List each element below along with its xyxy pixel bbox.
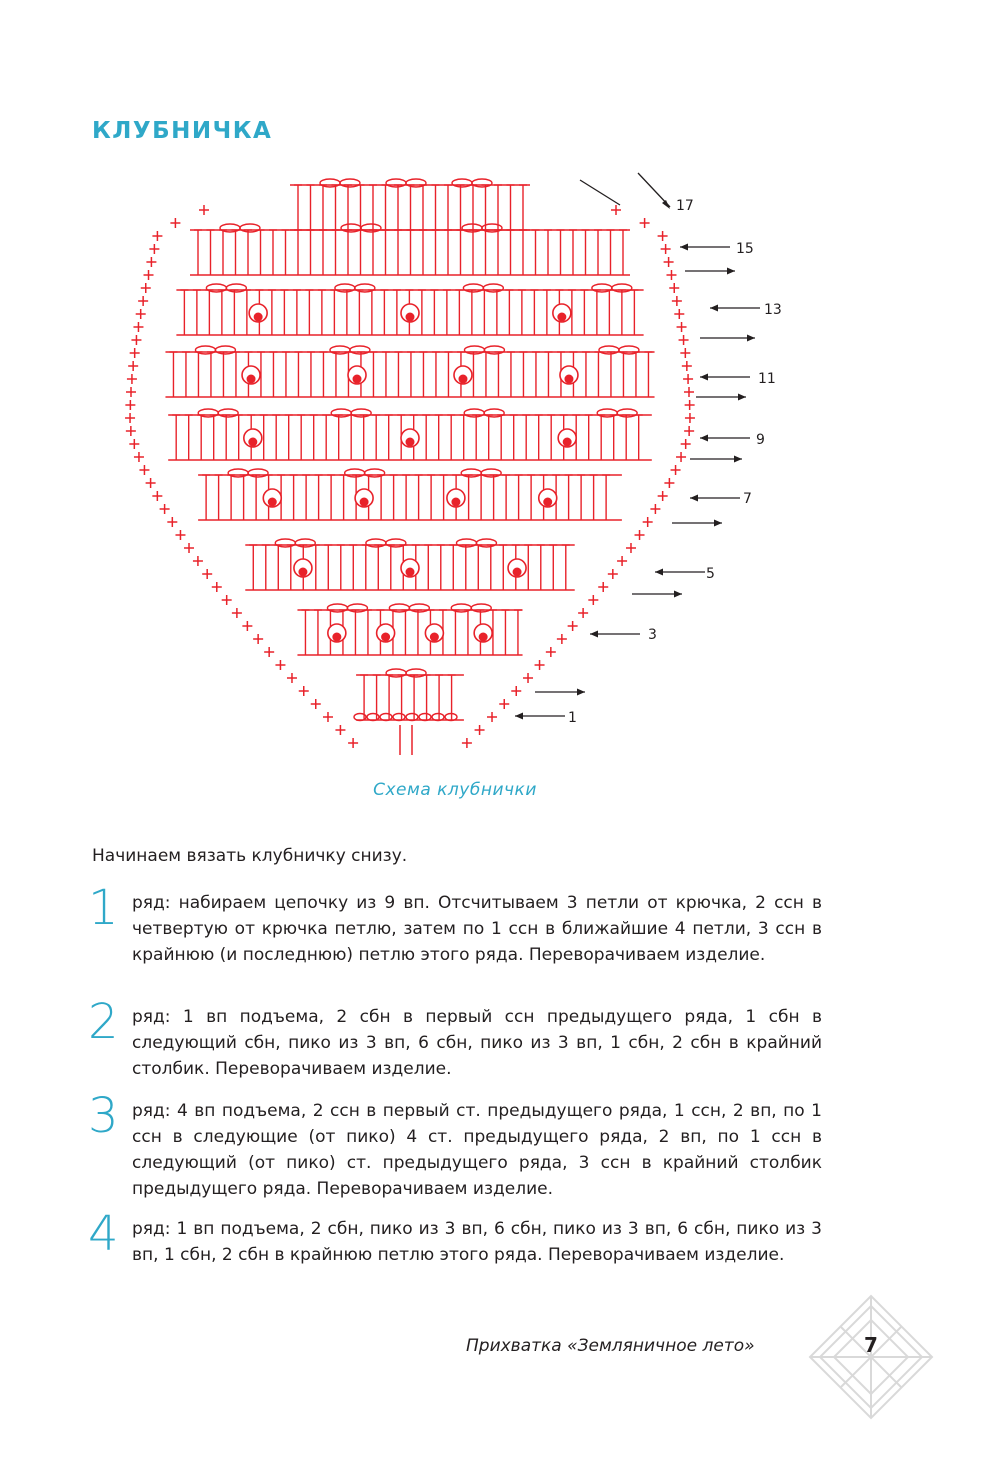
step-number: 3 <box>88 1088 119 1144</box>
row-number-label: 11 <box>758 371 776 387</box>
arrow-head <box>590 631 598 638</box>
lace-ornament-icon <box>806 1292 936 1422</box>
step-text: ряд: 1 вп подъема, 2 сбн в первый ссн предыдущего ряда, 1 сбн в следующий сбн, пико из 3 вп, 6 сбн, пико из 3 вп, 1 сбн, 2 сбн в крайний столбик. Переворачиваем изделие. <box>132 1007 822 1079</box>
bobble-center <box>479 633 488 642</box>
picot <box>386 179 406 187</box>
picot <box>320 179 340 187</box>
step-number: 1 <box>88 880 119 936</box>
arrow-head <box>710 305 718 312</box>
row-number-label: 1 <box>568 710 577 726</box>
arrow-head <box>515 713 523 720</box>
step-number: 2 <box>88 994 119 1050</box>
page-title: КЛУБНИЧКА <box>92 118 273 144</box>
book-title: Прихватка «Земляничное лето» <box>466 1336 755 1356</box>
bobble-center <box>458 375 467 384</box>
row-number-label: 5 <box>706 566 715 582</box>
picot <box>406 179 426 187</box>
picot <box>462 224 482 232</box>
step-text: ряд: 4 вп подъема, 2 ссн в первый ст. предыдущего ряда, 1 ссн, 2 вп, по 1 ссн в следующие (от пико) 4 ст. предыдущего ряда, 2 вп, по 1 ссн в следующий (от пико) ст. предыдущего ряда, 3 ссн в крайний столбик предыдущего ряда. Переворачиваем изделие. <box>132 1101 822 1199</box>
bobble-center <box>543 498 552 507</box>
bobble-center <box>563 438 572 447</box>
bobble-center <box>406 313 415 322</box>
arrow-head <box>577 689 585 696</box>
arrow-head <box>690 495 698 502</box>
arrow-head <box>700 374 708 381</box>
arrow-head <box>714 520 722 527</box>
row-number-label: 9 <box>756 432 765 448</box>
row-number-label: 13 <box>764 302 782 318</box>
picot <box>240 224 260 232</box>
bobble-center <box>557 313 566 322</box>
row-number-label: 3 <box>648 627 657 643</box>
step-3 <box>88 1088 822 1202</box>
arrow-head <box>674 591 682 598</box>
bobble-center <box>406 438 415 447</box>
row-arrows <box>515 173 782 726</box>
step-number: 4 <box>88 1206 119 1262</box>
intro-text: Начинаем вязать клубничку снизу. <box>92 846 408 866</box>
bobble-center <box>451 498 460 507</box>
bobble-center <box>353 375 362 384</box>
diagram-symbols <box>125 179 695 755</box>
bobble-center <box>248 438 257 447</box>
bobble-center <box>298 568 307 577</box>
step-4 <box>88 1206 822 1268</box>
picot <box>340 179 360 187</box>
bobble-center <box>406 568 415 577</box>
step-text: ряд: 1 вп подъема, 2 сбн, пико из 3 вп, 6 сбн, пико из 3 вп, 6 сбн, пико из 3 вп, 1 сбн, 2 сбн в крайнюю петлю этого ряда. Переворачиваем изделие. <box>132 1219 822 1265</box>
bobble-center <box>430 633 439 642</box>
bobble-center <box>247 375 256 384</box>
bobble-center <box>332 633 341 642</box>
crochet-diagram <box>100 165 800 765</box>
row-number-label: 17 <box>676 198 694 214</box>
picot <box>452 179 472 187</box>
arrow-head <box>700 435 708 442</box>
arrow-head <box>747 335 755 342</box>
step-1 <box>88 880 822 968</box>
step-text: ряд: набираем цепочку из 9 вп. Отсчитываем 3 петли от крючка, 2 ссн в четвертую от крючка петлю, затем по 1 ссн в ближайшие 4 петли, 3 ссн в крайнюю (и последнюю) петлю этого ряда. Переворачиваем изделие. <box>132 893 822 965</box>
arrow-head <box>727 268 735 275</box>
arrow-head <box>680 244 688 251</box>
bobble-center <box>564 375 573 384</box>
diagram-caption: Схема клубнички <box>373 780 537 800</box>
bobble-center <box>360 498 369 507</box>
row-number-label: 15 <box>736 241 754 257</box>
picot <box>472 179 492 187</box>
arrow-head <box>738 394 746 401</box>
picot <box>220 224 240 232</box>
picot <box>361 224 381 232</box>
row-number-label: 7 <box>743 491 752 507</box>
bobble-center <box>381 633 390 642</box>
arrow-head <box>655 569 663 576</box>
arrow-head <box>734 456 742 463</box>
bobble-center <box>254 313 263 322</box>
picot <box>341 224 361 232</box>
page-number: 7 <box>864 1333 878 1357</box>
step-2 <box>88 994 822 1082</box>
bobble-center <box>513 568 522 577</box>
arrow-head <box>662 200 670 209</box>
bobble-center <box>268 498 277 507</box>
row-arrow <box>580 180 620 205</box>
